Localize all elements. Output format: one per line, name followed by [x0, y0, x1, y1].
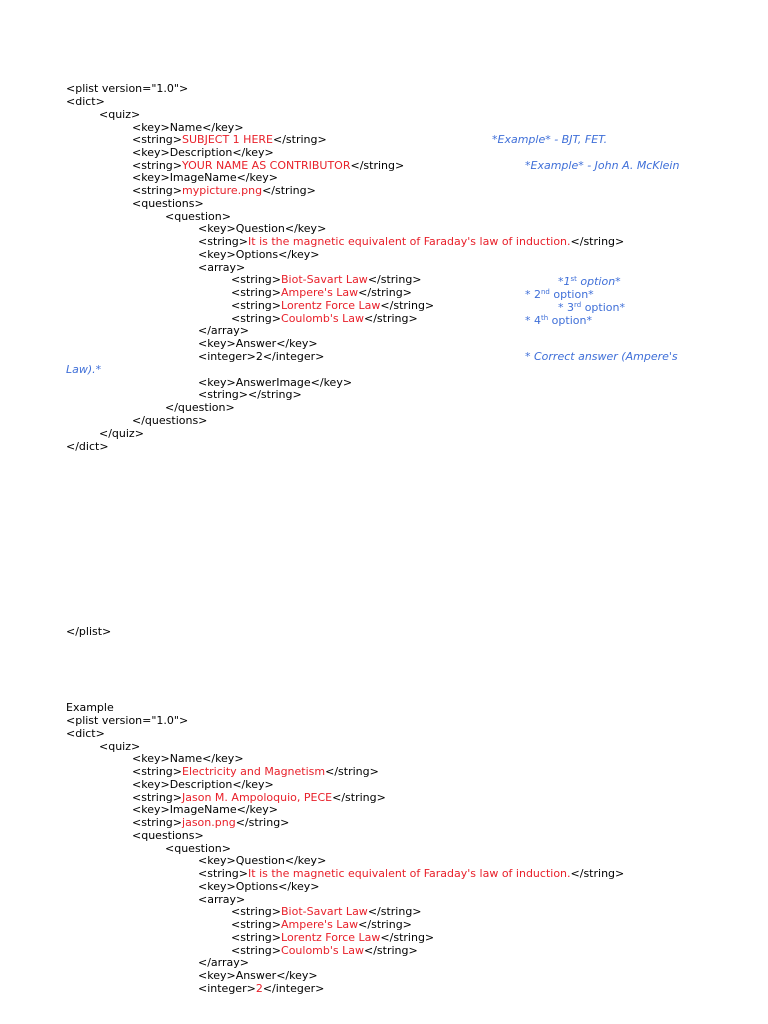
note-superscript: rd: [574, 301, 582, 309]
question-text-line: [198, 867, 624, 880]
key-name-line: <key>Name</key>: [132, 121, 244, 134]
answerimage-line: <string></string>: [198, 388, 302, 401]
string-open: <string>: [231, 312, 282, 325]
note-text: option*: [549, 288, 594, 301]
dict-close-line: </dict>: [66, 440, 109, 453]
note-superscript: nd: [541, 288, 550, 296]
question-text: It is the magnetic equivalent of Faraday's law of induction.: [248, 867, 571, 880]
note-text: option*: [548, 314, 592, 327]
questions-close-line: </questions>: [132, 414, 208, 427]
option-2-note: [525, 286, 594, 299]
quiz-close-line: </quiz>: [99, 427, 144, 440]
option-1-note: [558, 273, 621, 286]
string-close: </string>: [273, 133, 327, 146]
array-open-line: <array>: [198, 893, 246, 906]
subject-note: *Example* - BJT, FET.: [492, 133, 608, 146]
subject-placeholder: SUBJECT 1 HERE: [182, 133, 273, 146]
string-open: <string>: [198, 235, 249, 248]
option-4-note: [525, 312, 592, 325]
image-placeholder: mypicture.png: [182, 184, 263, 197]
string-close: </string>: [358, 286, 412, 299]
answer-value: 2: [255, 982, 263, 995]
key-description-line: <key>Description</key>: [132, 146, 274, 159]
option-line: [231, 273, 422, 286]
answer-note: * Correct answer (Ampere's: [525, 350, 678, 363]
string-open: <string>: [231, 273, 282, 286]
key-options-line: <key>Options</key>: [198, 248, 320, 261]
string-close: </string>: [332, 791, 386, 804]
string-close: </string>: [364, 944, 418, 957]
option-line: [231, 286, 412, 299]
answer-line: [198, 982, 324, 995]
option-text: Biot-Savart Law: [281, 273, 368, 286]
plist-open-line: <plist version="1.0">: [66, 82, 189, 95]
string-open: <string>: [132, 133, 183, 146]
string-open: <string>: [231, 299, 282, 312]
contributor-placeholder: YOUR NAME AS CONTRIBUTOR: [182, 159, 351, 172]
array-open-line: <array>: [198, 261, 246, 274]
note-text: * 4: [525, 314, 541, 327]
string-open: <string>: [198, 867, 249, 880]
option-line: [231, 299, 434, 312]
string-open: <string>: [231, 286, 282, 299]
string-close: </string>: [235, 816, 290, 829]
option-line: [231, 905, 422, 918]
option-text: Coulomb's Law: [281, 944, 364, 957]
option-line: [231, 944, 418, 957]
string-open: <string>: [132, 765, 183, 778]
dict-open-line: <dict>: [66, 727, 105, 740]
note-text: * 3: [558, 301, 574, 314]
option-text: Ampere's Law: [281, 918, 359, 931]
string-close: </string>: [570, 867, 625, 880]
plist-close-line: </plist>: [66, 625, 112, 638]
string-close: </string>: [367, 905, 422, 918]
key-imagename-line: <key>ImageName</key>: [132, 171, 278, 184]
quiz-open-line: <quiz>: [99, 108, 141, 121]
string-open: <string>: [132, 791, 183, 804]
questions-open-line: <questions>: [132, 829, 204, 842]
string-close: </string>: [350, 159, 405, 172]
key-description-line: <key>Description</key>: [132, 778, 274, 791]
option-line: [231, 931, 434, 944]
string-open: <string>: [231, 944, 282, 957]
question-text-line: [198, 235, 624, 248]
string-close: </string>: [380, 931, 435, 944]
key-answer-line: <key>Answer</key>: [198, 969, 318, 982]
string-close: </string>: [262, 184, 316, 197]
name-value: Electricity and Magnetism: [182, 765, 326, 778]
note-text: * 2: [525, 288, 541, 301]
option-3-note: [558, 299, 625, 312]
string-open: <string>: [231, 918, 282, 931]
string-close: </string>: [380, 299, 435, 312]
question-text: It is the magnetic equivalent of Faraday's law of induction.: [248, 235, 571, 248]
image-line: [132, 816, 289, 829]
key-options-line: <key>Options</key>: [198, 880, 320, 893]
question-open-line: <question>: [165, 842, 231, 855]
key-imagename-line: <key>ImageName</key>: [132, 803, 278, 816]
name-line: [132, 765, 379, 778]
string-close: </string>: [358, 918, 412, 931]
quiz-open-line: <quiz>: [99, 740, 141, 753]
question-open-line: <question>: [165, 210, 231, 223]
key-answerimage-line: <key>AnswerImage</key>: [198, 376, 353, 389]
example-heading: Example: [66, 701, 114, 714]
note-text: *1: [558, 275, 571, 288]
key-answer-line: <key>Answer</key>: [198, 337, 318, 350]
integer-close: </integer>: [262, 982, 325, 995]
answer-line: <integer>2</integer>: [198, 350, 325, 363]
option-line: [231, 918, 412, 931]
option-text: Ampere's Law: [281, 286, 359, 299]
string-open: <string>: [132, 184, 183, 197]
image-value: jason.png: [182, 816, 236, 829]
question-close-line: </question>: [165, 401, 235, 414]
contributor-note: *Example* - John A. McKlein: [525, 159, 680, 172]
note-superscript: st: [570, 275, 577, 283]
answer-note-continued: Law).*: [66, 363, 102, 376]
array-close-line: </array>: [198, 324, 249, 337]
image-line: [132, 184, 316, 197]
option-line: [231, 312, 418, 325]
dict-open-line: <dict>: [66, 95, 105, 108]
string-close: </string>: [364, 312, 418, 325]
subject-line: [132, 133, 327, 146]
string-open: <string>: [132, 159, 183, 172]
integer-open: <integer>: [198, 982, 256, 995]
note-text: option*: [576, 275, 621, 288]
string-close: </string>: [325, 765, 379, 778]
string-close: </string>: [570, 235, 625, 248]
note-superscript: th: [541, 314, 549, 322]
description-value: Jason M. Ampoloquio, PECE: [182, 791, 333, 804]
option-text: Biot-Savart Law: [281, 905, 368, 918]
string-close: </string>: [367, 273, 422, 286]
string-open: <string>: [132, 816, 183, 829]
key-question-line: <key>Question</key>: [198, 222, 327, 235]
option-text: Lorentz Force Law: [281, 931, 381, 944]
key-question-line: <key>Question</key>: [198, 854, 327, 867]
option-text: Lorentz Force Law: [281, 299, 381, 312]
plist-open-line: <plist version="1.0">: [66, 714, 189, 727]
string-open: <string>: [231, 931, 282, 944]
note-text: option*: [581, 301, 625, 314]
key-name-line: <key>Name</key>: [132, 752, 244, 765]
option-text: Coulomb's Law: [281, 312, 364, 325]
string-open: <string>: [231, 905, 282, 918]
array-close-line: </array>: [198, 956, 249, 969]
questions-open-line: <questions>: [132, 197, 204, 210]
